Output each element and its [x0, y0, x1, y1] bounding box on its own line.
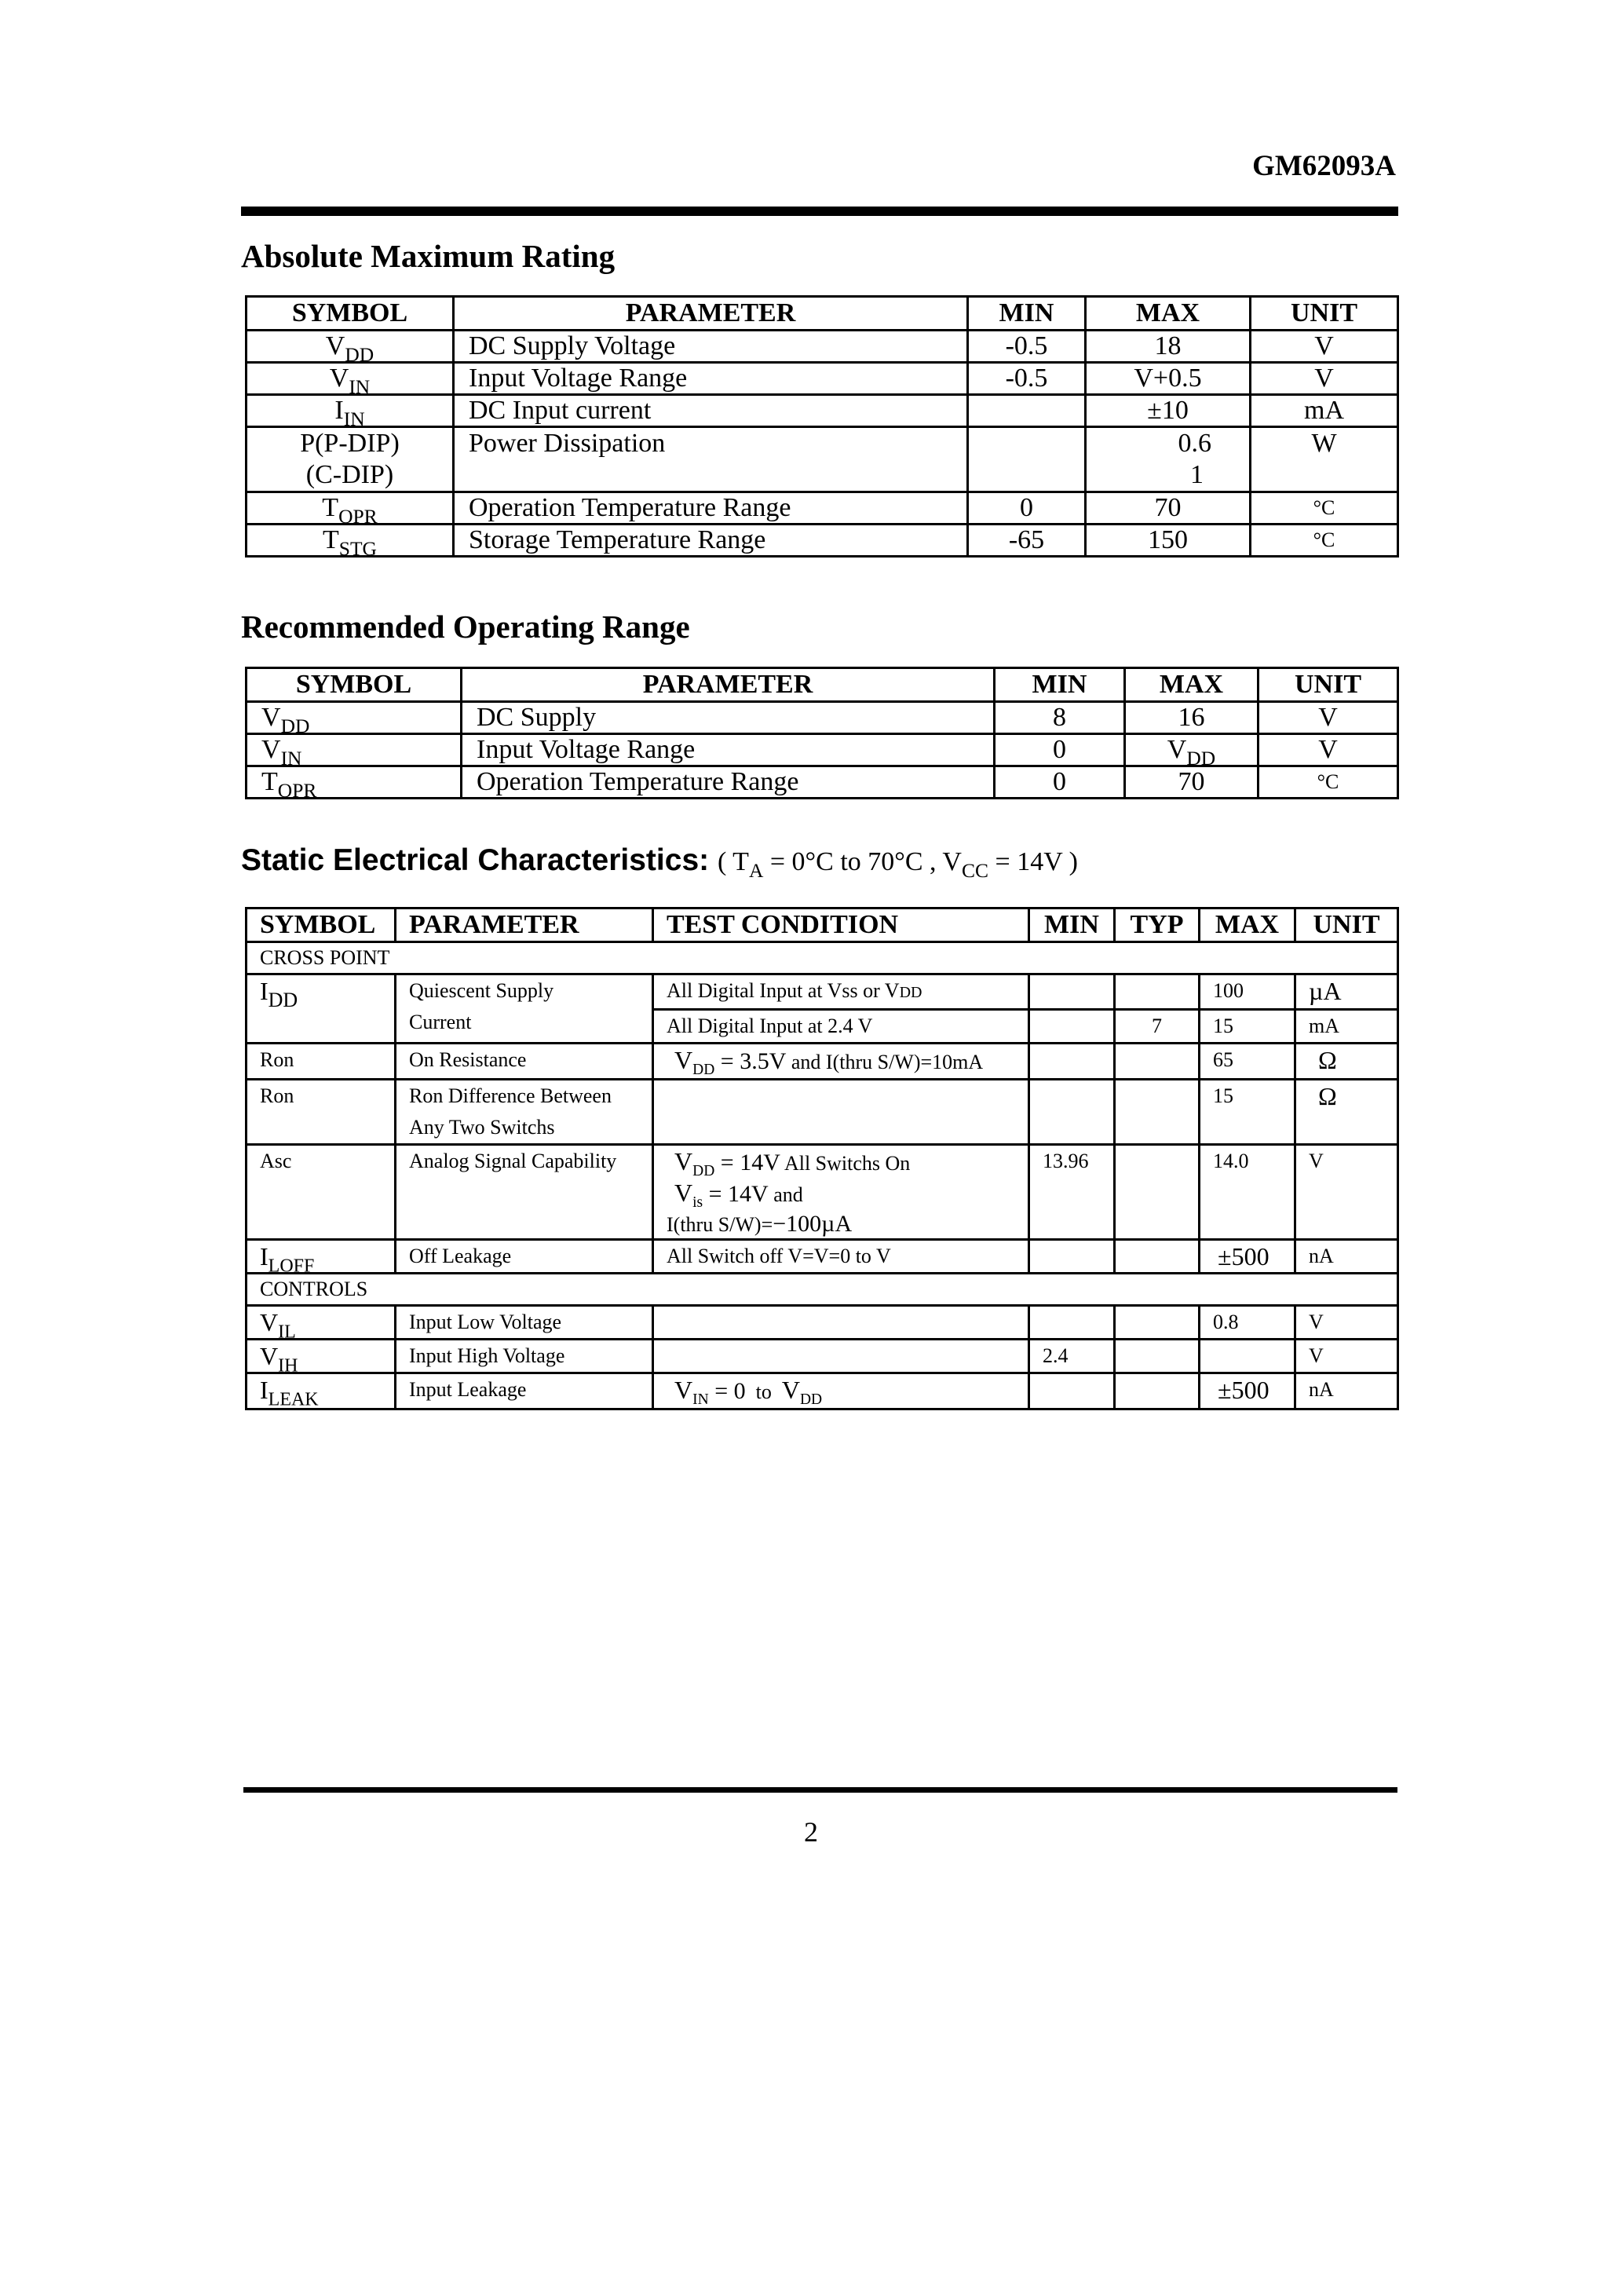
parameter-cell: Input High Voltage [396, 1340, 653, 1373]
unit-cell: Ω [1295, 1044, 1398, 1080]
symbol-cell: $V_{DD}$ [247, 331, 454, 363]
table-row [247, 395, 1398, 427]
symbol-cell: $V_{IL}$ [247, 1306, 396, 1340]
typ-cell [1115, 1080, 1200, 1145]
section-title-absolute-max: Absolute Maximum Rating [241, 238, 616, 274]
parameter-cell: DC Supply [462, 702, 995, 734]
parameter-cell: Analog Signal Capability [396, 1145, 653, 1240]
unit-cell: V [1259, 702, 1398, 734]
max-cell: 70 [1125, 766, 1259, 799]
col-min: MIN [1029, 909, 1115, 942]
typ-cell [1115, 1373, 1200, 1409]
table-row [247, 1340, 1398, 1373]
unit-cell: °C [1259, 766, 1398, 799]
table-row [247, 525, 1398, 557]
typ-cell [1115, 1340, 1200, 1373]
static-title-text: Static Electrical Characteristics: [241, 843, 710, 877]
max-cell: 70 [1086, 492, 1251, 525]
parameter-cell: Power Dissipation [454, 427, 968, 492]
unit-cell: °C [1251, 525, 1398, 557]
max-cell: V+0.5 [1086, 363, 1251, 395]
symbol-cell: $I_{LEAK}$ [247, 1373, 396, 1409]
typ-cell [1115, 1145, 1200, 1240]
col-max: MAX [1200, 909, 1295, 942]
table-row [247, 331, 1398, 363]
max-cell: 0.8 [1200, 1306, 1295, 1340]
test-condition-cell: $V_{IN} = 0$ to $V_{DD}$ [653, 1373, 1029, 1409]
parameter-cell: Input Voltage Range [454, 363, 968, 395]
table-row [247, 1373, 1398, 1409]
min-cell: -0.5 [968, 363, 1086, 395]
parameter-cell: Quiescent Supply Current [396, 974, 653, 1044]
unit-cell: mA [1251, 395, 1398, 427]
parameter-cell: Off Leakage [396, 1240, 653, 1274]
col-test-condition: TEST CONDITION [653, 909, 1029, 942]
symbol-cell: Ron [247, 1044, 396, 1080]
symbol-cell: $V_{IN}$ [247, 734, 462, 766]
unit-cell: W [1251, 427, 1398, 492]
unit-cell: V [1295, 1306, 1398, 1340]
max-cell: 65 [1200, 1044, 1295, 1080]
document-id: GM62093A [1252, 150, 1396, 182]
table-row [247, 427, 1398, 492]
max-cell: $V_{DD}$ [1125, 734, 1259, 766]
table-row [247, 974, 1398, 1010]
symbol-cell: P(P-DIP) (C-DIP) [247, 427, 454, 492]
min-cell [1029, 1373, 1115, 1409]
unit-cell: V [1295, 1145, 1398, 1240]
min-cell [968, 427, 1086, 492]
symbol-cell: $I_{DD}$ [247, 974, 396, 1044]
parameter-cell: Operation Temperature Range [462, 766, 995, 799]
table-header-row [247, 668, 1398, 702]
parameter-cell: Ron Difference Between Any Two Switchs [396, 1080, 653, 1145]
unit-cell: Ω [1295, 1080, 1398, 1145]
table-row [247, 1145, 1398, 1240]
test-condition-cell: All Switch off V=V=0 to V [653, 1240, 1029, 1274]
col-symbol: SYMBOL [247, 909, 396, 942]
parameter-cell: Input Leakage [396, 1373, 653, 1409]
max-cell: 100 [1200, 974, 1295, 1010]
typ-cell [1115, 1306, 1200, 1340]
max-cell: 18 [1086, 331, 1251, 363]
unit-cell: V [1251, 331, 1398, 363]
min-cell: 0 [995, 734, 1125, 766]
max-cell: 15 [1200, 1010, 1295, 1044]
max-cell: 150 [1086, 525, 1251, 557]
min-cell: 13.96 [1029, 1145, 1115, 1240]
table-row [247, 1044, 1398, 1080]
unit-cell: V [1295, 1340, 1398, 1373]
absolute-max-table [245, 295, 1399, 558]
col-min: MIN [995, 668, 1125, 702]
group-label: CONTROLS [247, 1274, 1398, 1306]
max-cell: ±500 [1200, 1240, 1295, 1274]
group-label: CROSS POINT [247, 942, 1398, 974]
min-cell [1029, 974, 1115, 1010]
col-unit: UNIT [1251, 297, 1398, 331]
min-cell [1029, 1306, 1115, 1340]
min-cell: 8 [995, 702, 1125, 734]
unit-cell: nA [1295, 1373, 1398, 1409]
min-cell: -65 [968, 525, 1086, 557]
section-title-recommended: Recommended Operating Range [241, 609, 690, 645]
table-row [247, 702, 1398, 734]
min-cell: -0.5 [968, 331, 1086, 363]
col-unit: UNIT [1259, 668, 1398, 702]
test-condition-cell [653, 1080, 1029, 1145]
max-cell: 0.6 1 [1086, 427, 1251, 492]
min-cell [1029, 1044, 1115, 1080]
col-parameter: PARAMETER [454, 297, 968, 331]
unit-cell: µA [1295, 974, 1398, 1010]
col-symbol: SYMBOL [247, 668, 462, 702]
symbol-cell: $V_{DD}$ [247, 702, 462, 734]
typ-cell [1115, 1240, 1200, 1274]
parameter-cell: Input Low Voltage [396, 1306, 653, 1340]
symbol-cell: Asc [247, 1145, 396, 1240]
table-row [247, 1240, 1398, 1274]
table-row [247, 734, 1398, 766]
col-typ: TYP [1115, 909, 1200, 942]
table-row [247, 363, 1398, 395]
recommended-range-table [245, 667, 1399, 802]
max-cell: 15 [1200, 1080, 1295, 1145]
col-unit: UNIT [1295, 909, 1398, 942]
table-row [247, 1080, 1398, 1145]
typ-cell: 7 [1115, 1010, 1200, 1044]
col-max: MAX [1125, 668, 1259, 702]
symbol-cell: $I_{LOFF}$ [247, 1240, 396, 1274]
group-row-cross-point [247, 942, 1398, 974]
parameter-cell: On Resistance [396, 1044, 653, 1080]
table-row [247, 766, 1398, 799]
unit-cell: mA [1295, 1010, 1398, 1044]
table-row [247, 1306, 1398, 1340]
unit-cell: nA [1295, 1240, 1398, 1274]
col-parameter: PARAMETER [462, 668, 995, 702]
symbol-cell: $I_{IN}$ [247, 395, 454, 427]
test-condition-cell [653, 1306, 1029, 1340]
static-condition: ( $T_A = 0^\circ C$ to 70°C , $V_{CC} = 14V$ ) [717, 847, 1078, 882]
min-cell: 0 [968, 492, 1086, 525]
table-row [247, 492, 1398, 525]
test-condition-cell: $V_{DD} = 14V$ All Switchs On $V_{is} = 14V$ and I(thru S/W)=−100µA [653, 1145, 1029, 1240]
col-symbol: SYMBOL [247, 297, 454, 331]
min-cell [1029, 1010, 1115, 1044]
parameter-cell: DC Input current [454, 395, 968, 427]
parameter-cell: DC Supply Voltage [454, 331, 968, 363]
min-cell [1029, 1240, 1115, 1274]
parameter-cell: Input Voltage Range [462, 734, 995, 766]
max-cell: ±10 [1086, 395, 1251, 427]
test-condition-cell: $V_{DD} = 3.5V$ and I(thru S/W)=10mA [653, 1044, 1029, 1080]
test-condition-cell: All Digital Input at Vss or VDD [653, 974, 1029, 1010]
test-condition-cell [653, 1340, 1029, 1373]
page-number: 2 [804, 1816, 818, 1848]
col-parameter: PARAMETER [396, 909, 653, 942]
header-rule [241, 207, 1398, 216]
max-cell [1200, 1340, 1295, 1373]
max-cell: ±500 [1200, 1373, 1295, 1409]
unit-cell: V [1251, 363, 1398, 395]
symbol-cell: $V_{IN}$ [247, 363, 454, 395]
symbol-cell: $V_{IH}$ [247, 1340, 396, 1373]
unit-cell: °C [1251, 492, 1398, 525]
test-condition-cell: All Digital Input at 2.4 V [653, 1010, 1029, 1044]
symbol-cell: $T_{OPR}$ [247, 492, 454, 525]
group-row-controls [247, 1274, 1398, 1306]
static-characteristics-table [245, 907, 1399, 1410]
symbol-cell: $T_{STG}$ [247, 525, 454, 557]
min-cell [1029, 1080, 1115, 1145]
min-cell: 2.4 [1029, 1340, 1115, 1373]
unit-cell: V [1259, 734, 1398, 766]
min-cell: 0 [995, 766, 1125, 799]
table-header-row [247, 909, 1398, 942]
table-header-row [247, 297, 1398, 331]
symbol-cell: Ron [247, 1080, 396, 1145]
typ-cell [1115, 1044, 1200, 1080]
col-min: MIN [968, 297, 1086, 331]
min-cell [968, 395, 1086, 427]
section-title-static [241, 843, 1078, 882]
symbol-cell: $T_{OPR}$ [247, 766, 462, 799]
footer-rule [243, 1787, 1397, 1793]
parameter-cell: Storage Temperature Range [454, 525, 968, 557]
max-cell: 14.0 [1200, 1145, 1295, 1240]
max-cell: 16 [1125, 702, 1259, 734]
col-max: MAX [1086, 297, 1251, 331]
parameter-cell: Operation Temperature Range [454, 492, 968, 525]
typ-cell [1115, 974, 1200, 1010]
